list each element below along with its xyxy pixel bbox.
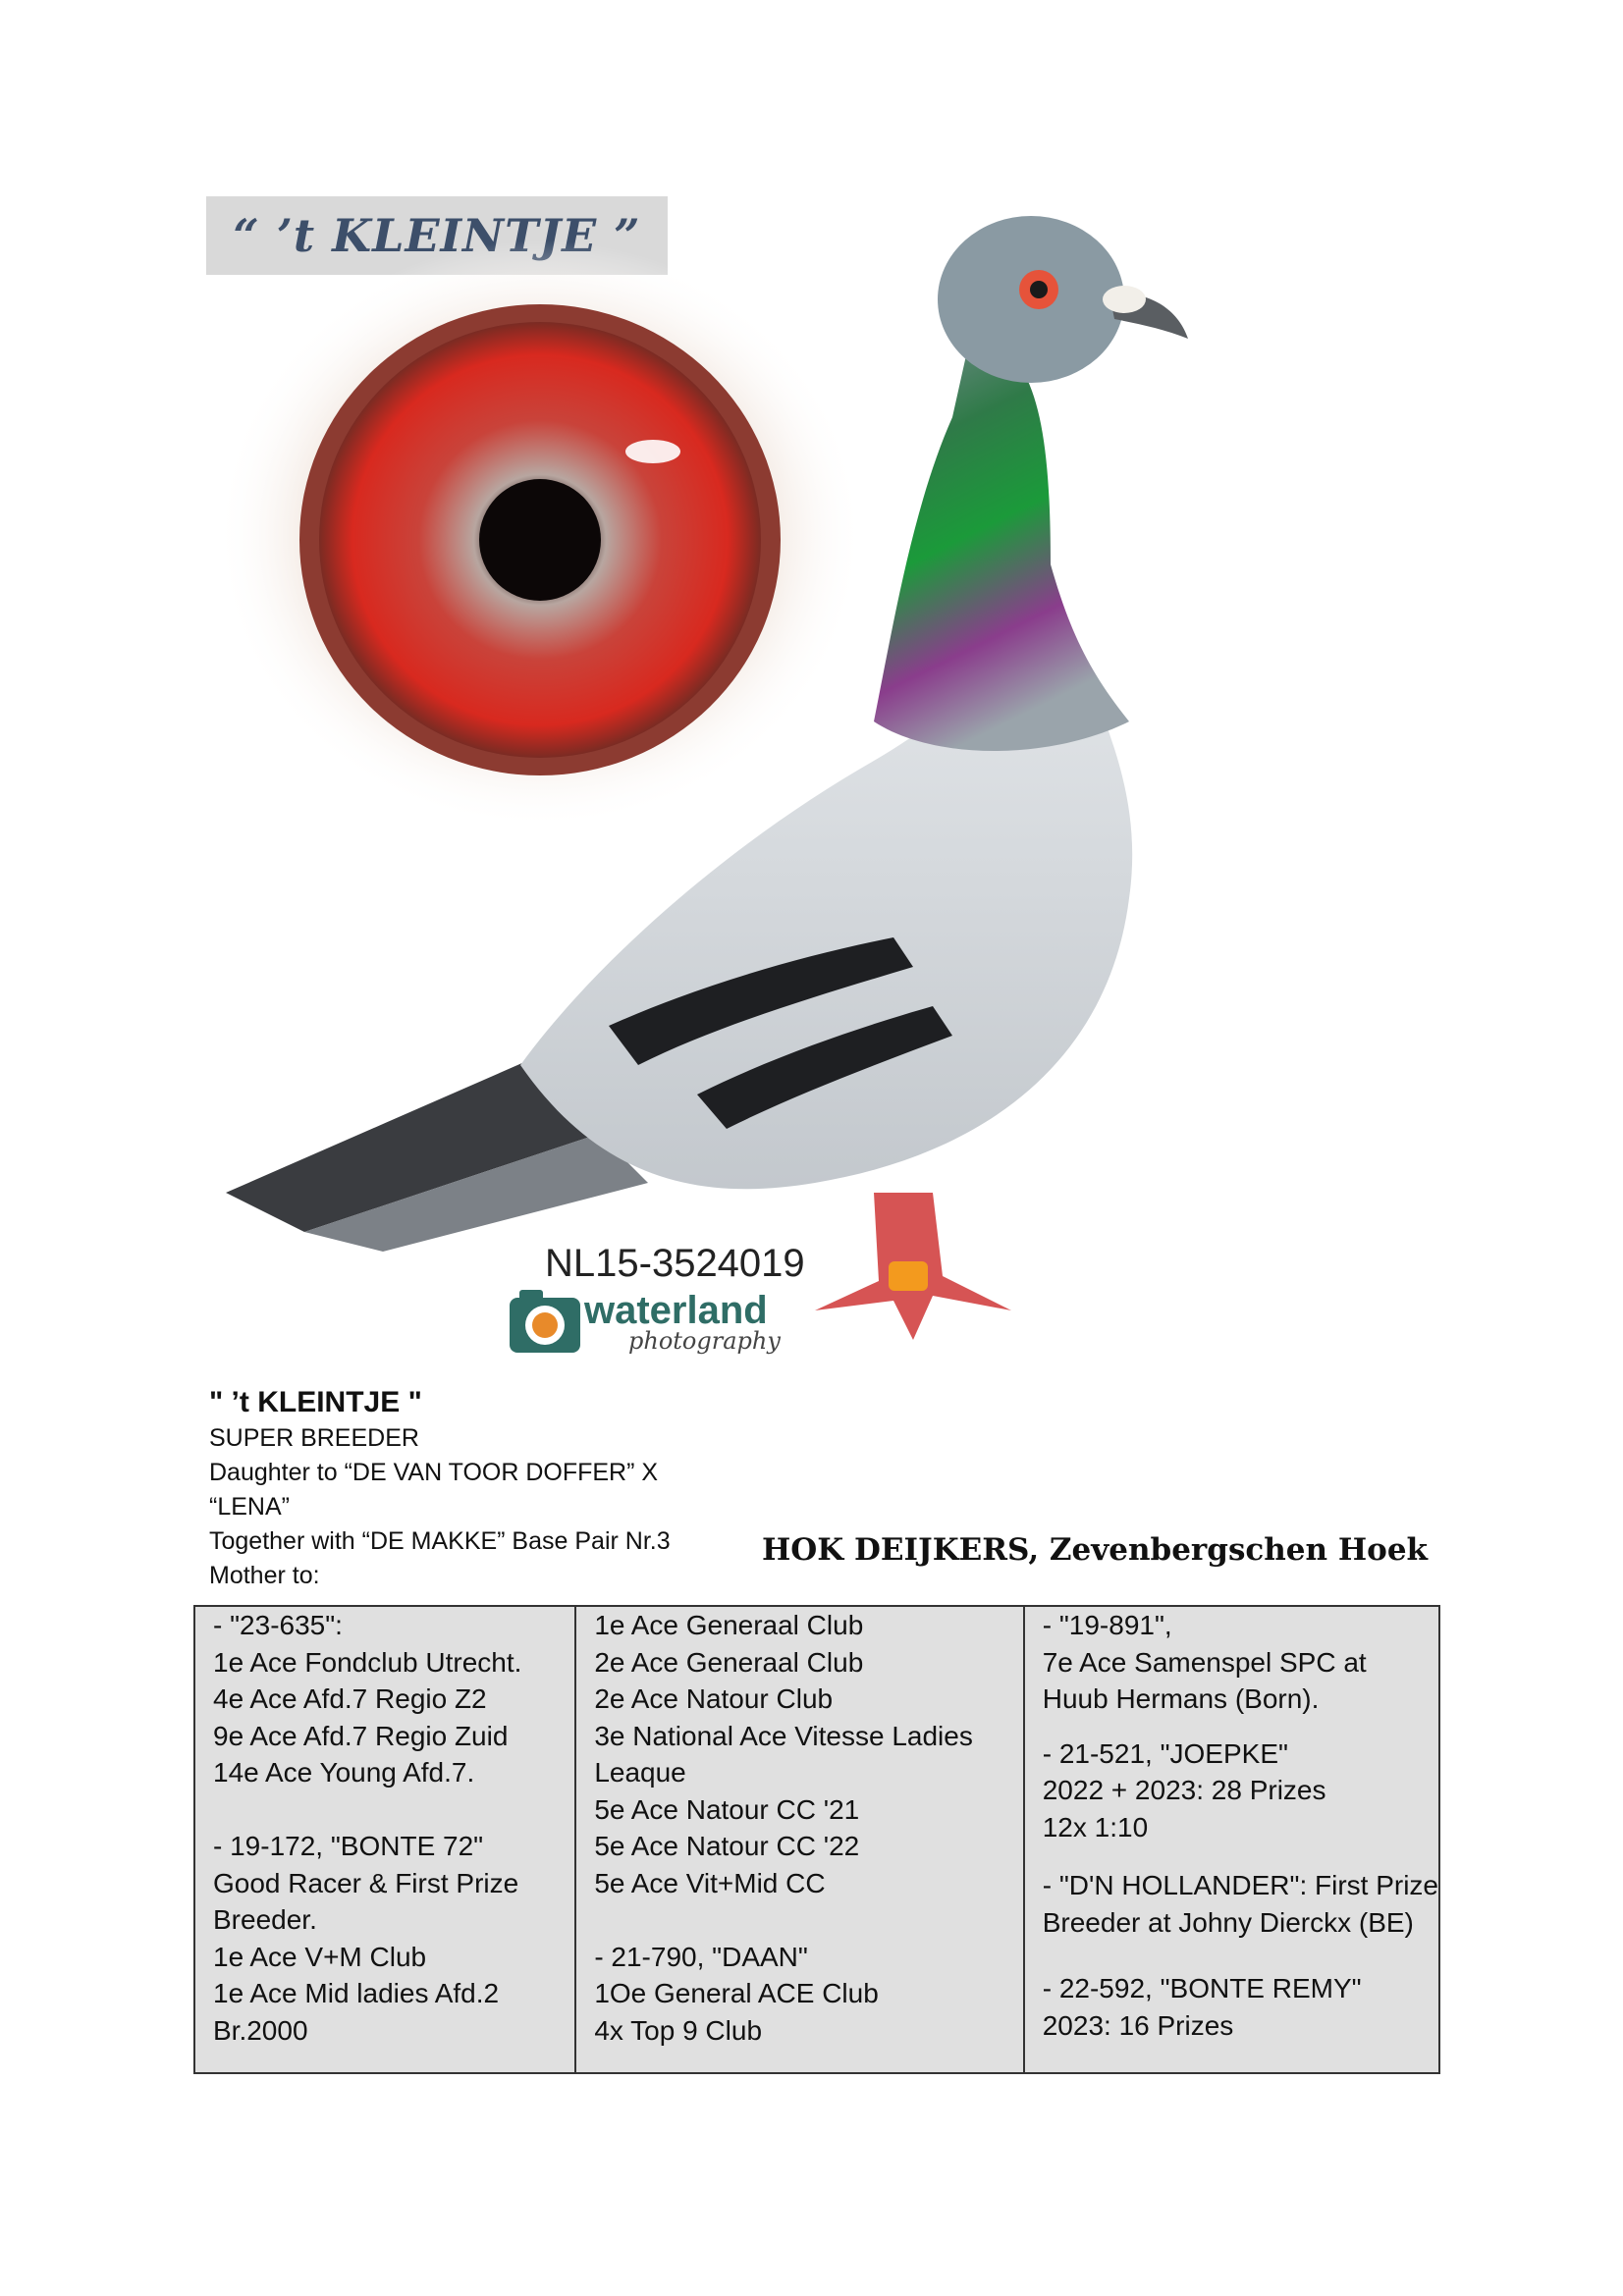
info-line: Mother to: [209, 1562, 320, 1589]
cell-line: 1e Ace Fondclub Utrecht. [213, 1646, 522, 1678]
logo-wordmark: waterland [584, 1289, 768, 1332]
info-line: Together with “DE MAKKE” Base Pair Nr.3 [209, 1527, 671, 1555]
cell-line: - "23-635": [213, 1610, 343, 1640]
cell-line: 4e Ace Afd.7 Regio Z2 [213, 1683, 487, 1714]
cell-line: 5e Ace Natour CC '21 [594, 1793, 860, 1825]
cell-line: Br.2000 [213, 2014, 308, 2046]
cell-line: 1e Ace Mid ladies Afd.2 [213, 1978, 500, 2008]
cell-line: Good Racer & First Prize [213, 1867, 519, 1898]
ring-number: NL15-3524019 [545, 1242, 805, 1285]
table-cell [194, 1606, 575, 2073]
cell-line: 2e Ace Natour Club [594, 1683, 834, 1714]
cell-line: 14e Ace Young Afd.7. [213, 1757, 475, 1788]
offspring-table [193, 1605, 1440, 2074]
loft-name: HOK DEIJKERS, Zevenbergschen Hoek [762, 1532, 1429, 1568]
info-line: “LENA” [209, 1493, 290, 1521]
cell-line: 1Oe General ACE Club [594, 1978, 879, 2008]
cell-line: - "19-891", [1042, 1610, 1172, 1640]
pigeon-info [209, 1384, 671, 1593]
cell-line: Breeder at Johny Dierckx (BE) [1042, 1906, 1414, 1938]
page-title: “ ’t KLEINTJE ” [233, 209, 641, 262]
info-line: SUPER BREEDER [209, 1424, 419, 1452]
cell-line: 7e Ace Samenspel SPC at [1042, 1646, 1367, 1678]
logo-subtitle: photography [628, 1327, 781, 1355]
cell-line: Huub Hermans (Born). [1042, 1683, 1320, 1714]
cell-line: 3e National Ace Vitesse Ladies [594, 1720, 973, 1751]
info-line: Daughter to “DE VAN TOOR DOFFER” X [209, 1459, 659, 1486]
cell-line: 12x 1:10 [1042, 1811, 1149, 1842]
cell-line: - 21-790, "DAAN" [594, 1941, 808, 1972]
table-cell [575, 1606, 1023, 2073]
table-row [194, 1606, 1439, 2073]
cell-line: 5e Ace Natour CC '22 [594, 1831, 860, 1861]
cell-line: - 19-172, "BONTE 72" [213, 1831, 484, 1861]
cell-line: Breeder. [213, 1904, 317, 1935]
cell-line [1043, 1941, 1438, 1970]
cell-line [1043, 1718, 1438, 1735]
cell-line: 2e Ace Generaal Club [594, 1646, 864, 1678]
cell-line [213, 1791, 574, 1829]
cell-line: 5e Ace Vit+Mid CC [594, 1867, 826, 1898]
cell-line [594, 1901, 1022, 1939]
cell-line: Leaque [594, 1757, 686, 1788]
cell-line: 2023: 16 Prizes [1042, 2009, 1234, 2041]
cell-line: - 21-521, "JOEPKE" [1042, 1737, 1288, 1769]
cell-line: 1e Ace Generaal Club [594, 1610, 864, 1640]
cell-line: - 22-592, "BONTE REMY" [1042, 1973, 1362, 2003]
cell-line: - "D'N HOLLANDER": First Prize [1042, 1870, 1438, 1900]
pigeon-name: " ’t KLEINTJE " [209, 1386, 422, 1418]
cell-line [1043, 1845, 1438, 1867]
cell-line: 9e Ace Afd.7 Regio Zuid [213, 1720, 509, 1751]
pigeon-eye-photo [187, 211, 1424, 1418]
cell-line: 1e Ace V+M Club [213, 1941, 427, 1972]
cell-line: 4x Top 9 Club [594, 2014, 763, 2046]
cell-line: 2022 + 2023: 28 Prizes [1042, 1775, 1326, 1805]
table-cell [1024, 1606, 1439, 2073]
